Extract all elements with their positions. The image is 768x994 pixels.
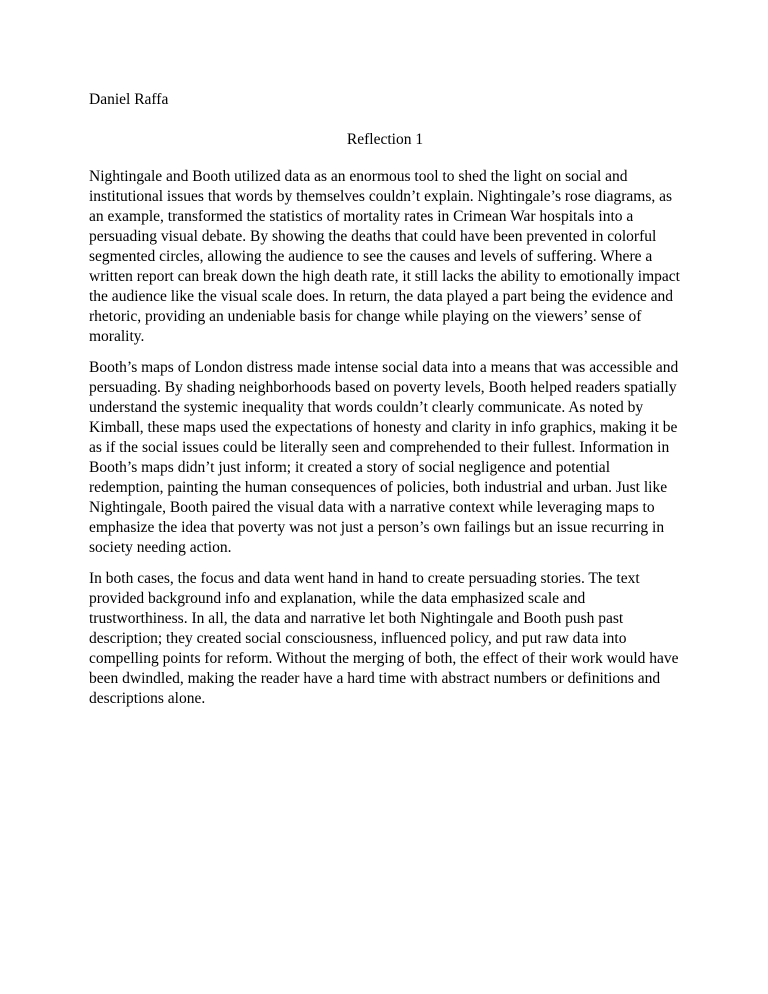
paragraph-1: Nightingale and Booth utilized data as an enormous tool to shed the light on social and institutional issues that words by themselves couldn’t explain. Nightingale’s rose diagrams, as an example, transformed the statistics of mortality rates in Crimean War hospitals into a persuading visual debate. By showing the deaths that could have been prevented in colorful segmented circles, allowing the audience to see the causes and levels of suffering. Where a written report can break down the high death rate, it still lacks the ability to emotionally impact the audience like the visual scale does. In return, the data played a part being the evidence and rhetoric, providing an undeniable basis for change while playing on the viewers’ sense of morality.	[89, 168, 680, 345]
document-title: Reflection 1	[346, 131, 424, 148]
paragraph-2: Booth’s maps of London distress made intense social data into a means that was accessible and persuading. By shading neighborhoods based on poverty levels, Booth helped readers spatially understand the systemic inequality that words couldn’t clearly communicate. As noted by Kimball, these maps used the expectations of honesty and clarity in info graphics, making it be as if the social issues could be literally seen and comprehended to their fullest. Information in Booth’s maps didn’t just inform; it created a story of social negligence and potential redemption, painting the human consequences of policies, both industrial and urban. Just like Nightingale, Booth paired the visual data with a narrative context while leveraging maps to emphasize the idea that poverty was not just a person’s own failings but an issue recurring in society needing action.	[89, 359, 679, 556]
author-name: Daniel Raffa	[89, 91, 169, 108]
paragraph-3: In both cases, the focus and data went hand in hand to create persuading stories. The text provided background info and explanation, while the data emphasized scale and trustworthiness. In all, the data and narrative let both Nightingale and Booth push past description; they created social consciousness, influenced policy, and put raw data into compelling points for reform. Without the merging of both, the effect of their work would have been dwindled, making the reader have a hard time with abstract numbers or definitions and descriptions alone.	[89, 570, 679, 707]
document-body	[89, 167, 685, 720]
